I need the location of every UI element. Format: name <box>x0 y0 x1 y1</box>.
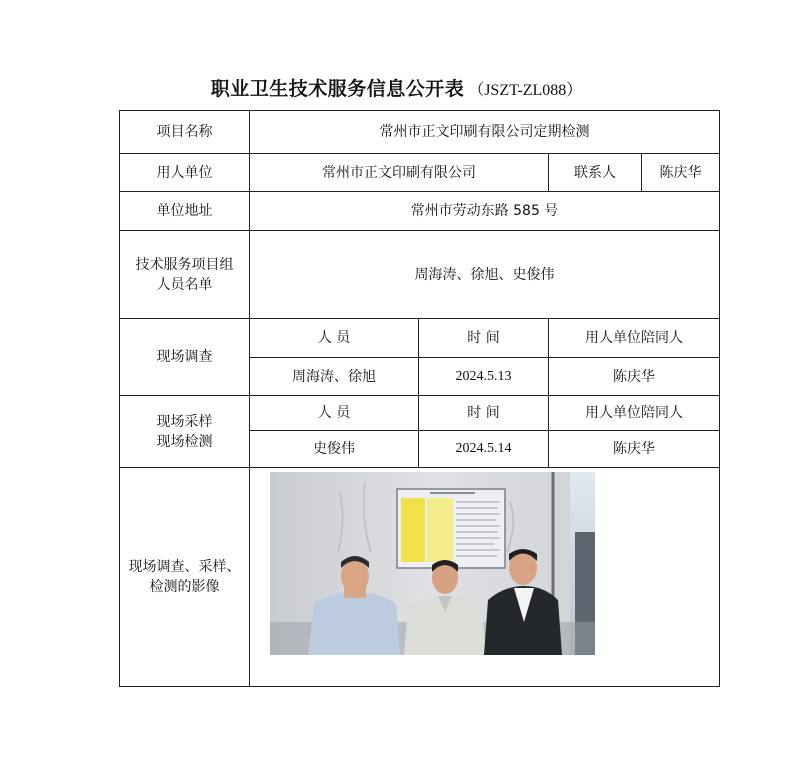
info-table <box>119 110 720 687</box>
team-label-line1: 技术服务项目组 <box>135 256 234 273</box>
title-main: 职业卫生技术服务信息公开表 <box>210 78 465 100</box>
contact-label: 联系人 <box>549 154 642 192</box>
survey-head-time: 时 间 <box>419 319 549 358</box>
team-label-line2: 人员名单 <box>156 276 213 293</box>
sampling-time: 2024.5.14 <box>419 431 549 468</box>
team-value: 周海涛、徐旭、史俊伟 <box>250 231 720 319</box>
image-cell <box>250 468 720 687</box>
site-photo <box>270 472 595 655</box>
team-label <box>120 231 250 319</box>
survey-label: 现场调查 <box>120 319 250 396</box>
survey-companion: 陈庆华 <box>549 358 720 396</box>
site-photo-illustration <box>270 472 595 655</box>
address-label: 单位地址 <box>120 192 250 231</box>
row-survey-header <box>120 319 720 358</box>
contact-value: 陈庆华 <box>642 154 720 192</box>
sampling-head-person: 人 员 <box>250 396 419 431</box>
row-project-name <box>120 111 720 154</box>
sampling-companion: 陈庆华 <box>549 431 720 468</box>
survey-person: 周海涛、徐旭 <box>250 358 419 396</box>
sampling-head-companion: 用人单位陪同人 <box>549 396 720 431</box>
survey-head-companion: 用人单位陪同人 <box>549 319 720 358</box>
row-address <box>120 192 720 231</box>
project-name-value: 常州市正文印刷有限公司定期检测 <box>250 111 720 154</box>
image-label-line1: 现场调查、采样、 <box>128 559 241 575</box>
sampling-label <box>120 396 250 468</box>
row-team <box>120 231 720 319</box>
survey-head-person: 人 员 <box>250 319 419 358</box>
employer-value: 常州市正文印刷有限公司 <box>250 154 549 192</box>
document-title <box>0 76 793 104</box>
row-sampling-header <box>120 396 720 431</box>
address-value: 常州市劳动东路 585 号 <box>250 192 720 231</box>
sampling-label-line2: 现场检测 <box>156 433 213 450</box>
project-name-label: 项目名称 <box>120 111 250 154</box>
sampling-person: 史俊伟 <box>250 431 419 468</box>
survey-time: 2024.5.13 <box>419 358 549 396</box>
row-employer <box>120 154 720 192</box>
title-code: （JSZT-ZL088） <box>468 82 583 99</box>
sampling-head-time: 时 间 <box>419 396 549 431</box>
image-label <box>120 468 250 687</box>
image-label-line2: 检测的影像 <box>149 579 220 595</box>
sampling-label-line1: 现场采样 <box>156 413 213 430</box>
employer-label: 用人单位 <box>120 154 250 192</box>
row-images <box>120 468 720 687</box>
